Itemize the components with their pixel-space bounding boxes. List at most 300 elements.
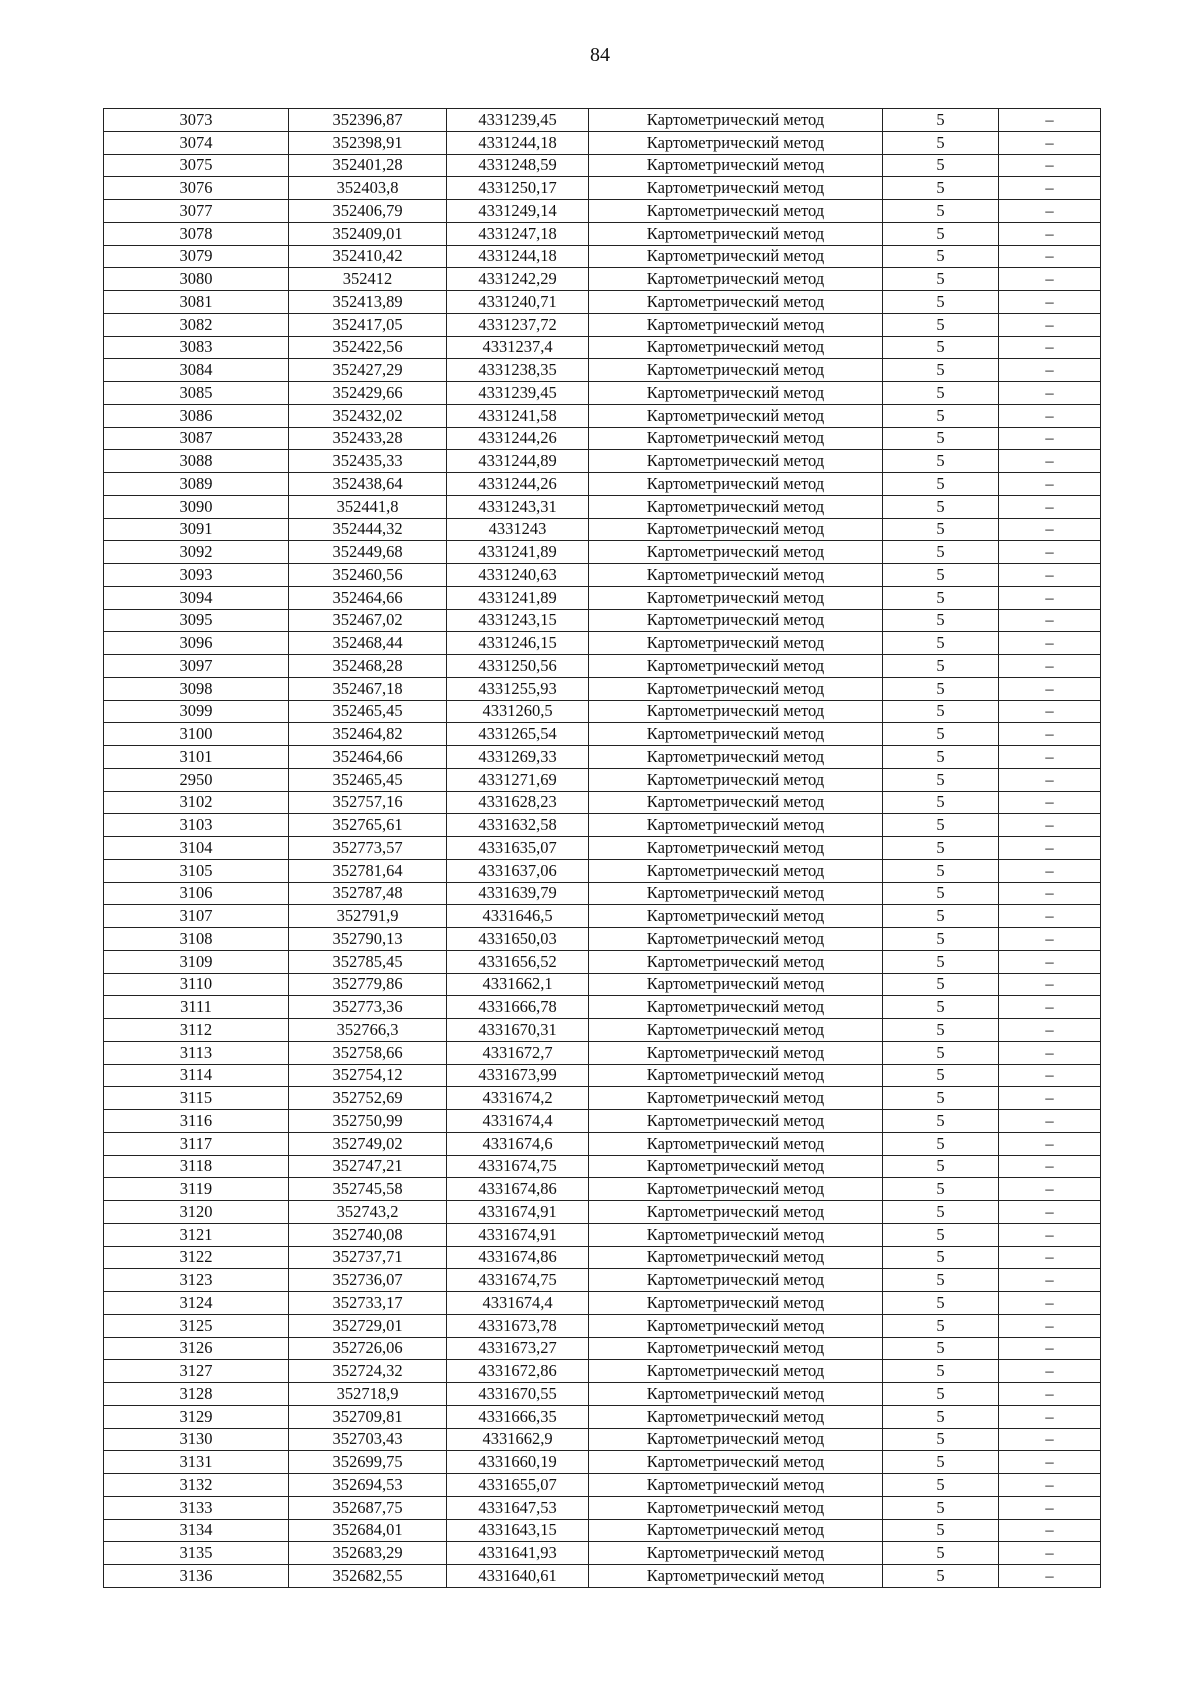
y-coordinate-cell: 4331674,86 — [447, 1246, 589, 1269]
point-number-cell: 3116 — [104, 1110, 289, 1133]
description-cell: – — [999, 1064, 1101, 1087]
point-number-cell: 3130 — [104, 1428, 289, 1451]
description-cell: – — [999, 473, 1101, 496]
precision-cell: 5 — [883, 245, 999, 268]
table-row — [104, 473, 1101, 496]
method-cell: Картометрический метод — [589, 1064, 883, 1087]
point-number-cell: 3078 — [104, 222, 289, 245]
description-cell: – — [999, 268, 1101, 291]
x-coordinate-cell: 352747,21 — [289, 1155, 447, 1178]
description-cell: – — [999, 404, 1101, 427]
table-row — [104, 450, 1101, 473]
method-cell: Картометрический метод — [589, 291, 883, 314]
method-cell: Картометрический метод — [589, 837, 883, 860]
precision-cell: 5 — [883, 1201, 999, 1224]
point-number-cell: 3115 — [104, 1087, 289, 1110]
point-number-cell: 3088 — [104, 450, 289, 473]
method-cell: Картометрический метод — [589, 632, 883, 655]
precision-cell: 5 — [883, 473, 999, 496]
y-coordinate-cell: 4331239,45 — [447, 382, 589, 405]
point-number-cell: 3127 — [104, 1360, 289, 1383]
table-row — [104, 245, 1101, 268]
table-row — [104, 1360, 1101, 1383]
x-coordinate-cell: 352683,29 — [289, 1542, 447, 1565]
precision-cell: 5 — [883, 723, 999, 746]
point-number-cell: 3132 — [104, 1474, 289, 1497]
table-row — [104, 359, 1101, 382]
table-row — [104, 177, 1101, 200]
y-coordinate-cell: 4331646,5 — [447, 905, 589, 928]
precision-cell: 5 — [883, 268, 999, 291]
point-number-cell: 3099 — [104, 700, 289, 723]
x-coordinate-cell: 352750,99 — [289, 1110, 447, 1133]
method-cell: Картометрический метод — [589, 518, 883, 541]
y-coordinate-cell: 4331673,78 — [447, 1314, 589, 1337]
method-cell: Картометрический метод — [589, 1337, 883, 1360]
point-number-cell: 3092 — [104, 541, 289, 564]
method-cell: Картометрический метод — [589, 359, 883, 382]
method-cell: Картометрический метод — [589, 996, 883, 1019]
table-row — [104, 382, 1101, 405]
table-row — [104, 1428, 1101, 1451]
point-number-cell: 3076 — [104, 177, 289, 200]
description-cell: – — [999, 996, 1101, 1019]
x-coordinate-cell: 352733,17 — [289, 1292, 447, 1315]
table-row — [104, 1223, 1101, 1246]
table-row — [104, 1565, 1101, 1588]
x-coordinate-cell: 352682,55 — [289, 1565, 447, 1588]
description-cell: – — [999, 928, 1101, 951]
y-coordinate-cell: 4331674,91 — [447, 1223, 589, 1246]
point-number-cell: 3085 — [104, 382, 289, 405]
method-cell: Картометрический метод — [589, 814, 883, 837]
x-coordinate-cell: 352438,64 — [289, 473, 447, 496]
y-coordinate-cell: 4331243,31 — [447, 495, 589, 518]
precision-cell: 5 — [883, 131, 999, 154]
description-cell: – — [999, 336, 1101, 359]
y-coordinate-cell: 4331670,55 — [447, 1383, 589, 1406]
point-number-cell: 3103 — [104, 814, 289, 837]
table-row — [104, 313, 1101, 336]
x-coordinate-cell: 352699,75 — [289, 1451, 447, 1474]
precision-cell: 5 — [883, 768, 999, 791]
point-number-cell: 3104 — [104, 837, 289, 860]
precision-cell: 5 — [883, 1292, 999, 1315]
description-cell: – — [999, 1178, 1101, 1201]
x-coordinate-cell: 352737,71 — [289, 1246, 447, 1269]
table-row — [104, 1201, 1101, 1224]
y-coordinate-cell: 4331241,58 — [447, 404, 589, 427]
x-coordinate-cell: 352757,16 — [289, 791, 447, 814]
x-coordinate-cell: 352441,8 — [289, 495, 447, 518]
point-number-cell: 3102 — [104, 791, 289, 814]
point-number-cell: 3105 — [104, 859, 289, 882]
point-number-cell: 3135 — [104, 1542, 289, 1565]
table-row — [104, 1292, 1101, 1315]
y-coordinate-cell: 4331640,61 — [447, 1565, 589, 1588]
y-coordinate-cell: 4331244,18 — [447, 131, 589, 154]
table-row — [104, 768, 1101, 791]
method-cell: Картометрический метод — [589, 564, 883, 587]
method-cell: Картометрический метод — [589, 1383, 883, 1406]
table-row — [104, 1019, 1101, 1042]
point-number-cell: 3106 — [104, 882, 289, 905]
point-number-cell: 3108 — [104, 928, 289, 951]
y-coordinate-cell: 4331672,86 — [447, 1360, 589, 1383]
point-number-cell: 3077 — [104, 200, 289, 223]
description-cell: – — [999, 882, 1101, 905]
description-cell: – — [999, 1155, 1101, 1178]
method-cell: Картометрический метод — [589, 791, 883, 814]
y-coordinate-cell: 4331244,26 — [447, 427, 589, 450]
precision-cell: 5 — [883, 882, 999, 905]
point-number-cell: 3083 — [104, 336, 289, 359]
method-cell: Картометрический метод — [589, 495, 883, 518]
description-cell: – — [999, 655, 1101, 678]
y-coordinate-cell: 4331247,18 — [447, 222, 589, 245]
x-coordinate-cell: 352403,8 — [289, 177, 447, 200]
point-number-cell: 3113 — [104, 1041, 289, 1064]
method-cell: Картометрический метод — [589, 1519, 883, 1542]
method-cell: Картометрический метод — [589, 609, 883, 632]
y-coordinate-cell: 4331250,17 — [447, 177, 589, 200]
table-row — [104, 495, 1101, 518]
point-number-cell: 3119 — [104, 1178, 289, 1201]
precision-cell: 5 — [883, 427, 999, 450]
method-cell: Картометрический метод — [589, 336, 883, 359]
table-row — [104, 291, 1101, 314]
description-cell: – — [999, 1246, 1101, 1269]
y-coordinate-cell: 4331674,91 — [447, 1201, 589, 1224]
precision-cell: 5 — [883, 1041, 999, 1064]
method-cell: Картометрический метод — [589, 222, 883, 245]
precision-cell: 5 — [883, 1474, 999, 1497]
description-cell: – — [999, 222, 1101, 245]
point-number-cell: 3122 — [104, 1246, 289, 1269]
method-cell: Картометрический метод — [589, 1019, 883, 1042]
y-coordinate-cell: 4331243 — [447, 518, 589, 541]
point-number-cell: 3118 — [104, 1155, 289, 1178]
point-number-cell: 3089 — [104, 473, 289, 496]
precision-cell: 5 — [883, 905, 999, 928]
precision-cell: 5 — [883, 1155, 999, 1178]
y-coordinate-cell: 4331673,99 — [447, 1064, 589, 1087]
method-cell: Картометрический метод — [589, 109, 883, 132]
method-cell: Картометрический метод — [589, 268, 883, 291]
x-coordinate-cell: 352464,82 — [289, 723, 447, 746]
description-cell: – — [999, 768, 1101, 791]
point-number-cell: 3126 — [104, 1337, 289, 1360]
x-coordinate-cell: 352791,9 — [289, 905, 447, 928]
point-number-cell: 3128 — [104, 1383, 289, 1406]
point-number-cell: 3093 — [104, 564, 289, 587]
method-cell: Картометрический метод — [589, 1269, 883, 1292]
x-coordinate-cell: 352754,12 — [289, 1064, 447, 1087]
x-coordinate-cell: 352781,64 — [289, 859, 447, 882]
point-number-cell: 3073 — [104, 109, 289, 132]
method-cell: Картометрический метод — [589, 1428, 883, 1451]
description-cell: – — [999, 677, 1101, 700]
x-coordinate-cell: 352429,66 — [289, 382, 447, 405]
table-row — [104, 541, 1101, 564]
precision-cell: 5 — [883, 336, 999, 359]
precision-cell: 5 — [883, 1451, 999, 1474]
point-number-cell: 3101 — [104, 746, 289, 769]
table-row — [104, 1132, 1101, 1155]
table-row — [104, 200, 1101, 223]
x-coordinate-cell: 352765,61 — [289, 814, 447, 837]
y-coordinate-cell: 4331674,4 — [447, 1110, 589, 1133]
x-coordinate-cell: 352409,01 — [289, 222, 447, 245]
precision-cell: 5 — [883, 1110, 999, 1133]
table-row — [104, 1087, 1101, 1110]
point-number-cell: 3134 — [104, 1519, 289, 1542]
description-cell: – — [999, 313, 1101, 336]
precision-cell: 5 — [883, 382, 999, 405]
description-cell: – — [999, 245, 1101, 268]
table-row — [104, 564, 1101, 587]
method-cell: Картометрический метод — [589, 1474, 883, 1497]
x-coordinate-cell: 352427,29 — [289, 359, 447, 382]
x-coordinate-cell: 352773,57 — [289, 837, 447, 860]
method-cell: Картометрический метод — [589, 541, 883, 564]
point-number-cell: 3114 — [104, 1064, 289, 1087]
x-coordinate-cell: 352752,69 — [289, 1087, 447, 1110]
method-cell: Картометрический метод — [589, 177, 883, 200]
precision-cell: 5 — [883, 1337, 999, 1360]
table-row — [104, 336, 1101, 359]
method-cell: Картометрический метод — [589, 677, 883, 700]
coordinates-table — [103, 108, 1101, 1588]
precision-cell: 5 — [883, 791, 999, 814]
precision-cell: 5 — [883, 1223, 999, 1246]
x-coordinate-cell: 352718,9 — [289, 1383, 447, 1406]
precision-cell: 5 — [883, 200, 999, 223]
method-cell: Картометрический метод — [589, 404, 883, 427]
y-coordinate-cell: 4331260,5 — [447, 700, 589, 723]
x-coordinate-cell: 352401,28 — [289, 154, 447, 177]
x-coordinate-cell: 352694,53 — [289, 1474, 447, 1497]
y-coordinate-cell: 4331240,63 — [447, 564, 589, 587]
x-coordinate-cell: 352417,05 — [289, 313, 447, 336]
description-cell: – — [999, 359, 1101, 382]
precision-cell: 5 — [883, 1087, 999, 1110]
point-number-cell: 3081 — [104, 291, 289, 314]
table-row — [104, 1383, 1101, 1406]
precision-cell: 5 — [883, 404, 999, 427]
table-row — [104, 1496, 1101, 1519]
table-row — [104, 1178, 1101, 1201]
x-coordinate-cell: 352412 — [289, 268, 447, 291]
method-cell: Картометрический метод — [589, 1110, 883, 1133]
description-cell: – — [999, 700, 1101, 723]
description-cell: – — [999, 1041, 1101, 1064]
method-cell: Картометрический метод — [589, 905, 883, 928]
point-number-cell: 3087 — [104, 427, 289, 450]
y-coordinate-cell: 4331237,4 — [447, 336, 589, 359]
table-row — [104, 518, 1101, 541]
method-cell: Картометрический метод — [589, 1178, 883, 1201]
method-cell: Картометрический метод — [589, 131, 883, 154]
method-cell: Картометрический метод — [589, 1246, 883, 1269]
x-coordinate-cell: 352468,44 — [289, 632, 447, 655]
precision-cell: 5 — [883, 859, 999, 882]
description-cell: – — [999, 1542, 1101, 1565]
method-cell: Картометрический метод — [589, 882, 883, 905]
y-coordinate-cell: 4331662,1 — [447, 973, 589, 996]
precision-cell: 5 — [883, 928, 999, 951]
method-cell: Картометрический метод — [589, 723, 883, 746]
method-cell: Картометрический метод — [589, 1451, 883, 1474]
table-row — [104, 723, 1101, 746]
table-row — [104, 1269, 1101, 1292]
point-number-cell: 3084 — [104, 359, 289, 382]
method-cell: Картометрический метод — [589, 973, 883, 996]
page-number: 84 — [590, 44, 610, 66]
method-cell: Картометрический метод — [589, 768, 883, 791]
precision-cell: 5 — [883, 677, 999, 700]
x-coordinate-cell: 352773,36 — [289, 996, 447, 1019]
precision-cell: 5 — [883, 1405, 999, 1428]
method-cell: Картометрический метод — [589, 427, 883, 450]
table-row — [104, 154, 1101, 177]
method-cell: Картометрический метод — [589, 1041, 883, 1064]
point-number-cell: 3111 — [104, 996, 289, 1019]
x-coordinate-cell: 352468,28 — [289, 655, 447, 678]
x-coordinate-cell: 352740,08 — [289, 1223, 447, 1246]
y-coordinate-cell: 4331242,29 — [447, 268, 589, 291]
table-row — [104, 996, 1101, 1019]
table-row — [104, 1246, 1101, 1269]
x-coordinate-cell: 352785,45 — [289, 950, 447, 973]
table-row — [104, 1314, 1101, 1337]
method-cell: Картометрический метод — [589, 313, 883, 336]
y-coordinate-cell: 4331666,78 — [447, 996, 589, 1019]
table-row — [104, 677, 1101, 700]
method-cell: Картометрический метод — [589, 1087, 883, 1110]
y-coordinate-cell: 4331243,15 — [447, 609, 589, 632]
point-number-cell: 3086 — [104, 404, 289, 427]
method-cell: Картометрический метод — [589, 1155, 883, 1178]
x-coordinate-cell: 352398,91 — [289, 131, 447, 154]
x-coordinate-cell: 352790,13 — [289, 928, 447, 951]
x-coordinate-cell: 352743,2 — [289, 1201, 447, 1224]
precision-cell: 5 — [883, 1314, 999, 1337]
table-row — [104, 859, 1101, 882]
y-coordinate-cell: 4331632,58 — [447, 814, 589, 837]
x-coordinate-cell: 352736,07 — [289, 1269, 447, 1292]
description-cell: – — [999, 1360, 1101, 1383]
method-cell: Картометрический метод — [589, 1292, 883, 1315]
precision-cell: 5 — [883, 291, 999, 314]
description-cell: – — [999, 1496, 1101, 1519]
table-row — [104, 427, 1101, 450]
x-coordinate-cell: 352449,68 — [289, 541, 447, 564]
precision-cell: 5 — [883, 495, 999, 518]
description-cell: – — [999, 609, 1101, 632]
description-cell: – — [999, 1019, 1101, 1042]
point-number-cell: 3100 — [104, 723, 289, 746]
y-coordinate-cell: 4331650,03 — [447, 928, 589, 951]
precision-cell: 5 — [883, 1519, 999, 1542]
precision-cell: 5 — [883, 700, 999, 723]
y-coordinate-cell: 4331674,75 — [447, 1269, 589, 1292]
description-cell: – — [999, 859, 1101, 882]
description-cell: – — [999, 950, 1101, 973]
x-coordinate-cell: 352779,86 — [289, 973, 447, 996]
y-coordinate-cell: 4331674,86 — [447, 1178, 589, 1201]
coordinates-table-body — [104, 109, 1101, 1588]
description-cell: – — [999, 1565, 1101, 1588]
table-row — [104, 109, 1101, 132]
point-number-cell: 3096 — [104, 632, 289, 655]
precision-cell: 5 — [883, 450, 999, 473]
x-coordinate-cell: 352766,3 — [289, 1019, 447, 1042]
description-cell: – — [999, 1474, 1101, 1497]
method-cell: Картометрический метод — [589, 1360, 883, 1383]
description-cell: – — [999, 1314, 1101, 1337]
point-number-cell: 3095 — [104, 609, 289, 632]
precision-cell: 5 — [883, 586, 999, 609]
x-coordinate-cell: 352709,81 — [289, 1405, 447, 1428]
description-cell: – — [999, 905, 1101, 928]
y-coordinate-cell: 4331241,89 — [447, 541, 589, 564]
y-coordinate-cell: 4331674,75 — [447, 1155, 589, 1178]
table-row — [104, 222, 1101, 245]
y-coordinate-cell: 4331246,15 — [447, 632, 589, 655]
table-row — [104, 632, 1101, 655]
precision-cell: 5 — [883, 1019, 999, 1042]
method-cell: Картометрический метод — [589, 382, 883, 405]
point-number-cell: 3124 — [104, 1292, 289, 1315]
method-cell: Картометрический метод — [589, 1496, 883, 1519]
method-cell: Картометрический метод — [589, 1223, 883, 1246]
table-row — [104, 700, 1101, 723]
table-row — [104, 1451, 1101, 1474]
description-cell: – — [999, 586, 1101, 609]
precision-cell: 5 — [883, 1132, 999, 1155]
method-cell: Картометрический метод — [589, 746, 883, 769]
x-coordinate-cell: 352745,58 — [289, 1178, 447, 1201]
description-cell: – — [999, 200, 1101, 223]
point-number-cell: 3094 — [104, 586, 289, 609]
point-number-cell: 3082 — [104, 313, 289, 336]
point-number-cell: 3121 — [104, 1223, 289, 1246]
point-number-cell: 3097 — [104, 655, 289, 678]
y-coordinate-cell: 4331655,07 — [447, 1474, 589, 1497]
y-coordinate-cell: 4331674,4 — [447, 1292, 589, 1315]
precision-cell: 5 — [883, 541, 999, 564]
x-coordinate-cell: 352684,01 — [289, 1519, 447, 1542]
y-coordinate-cell: 4331656,52 — [447, 950, 589, 973]
method-cell: Картометрический метод — [589, 450, 883, 473]
table-row — [104, 268, 1101, 291]
point-number-cell: 3098 — [104, 677, 289, 700]
method-cell: Картометрический метод — [589, 655, 883, 678]
precision-cell: 5 — [883, 109, 999, 132]
description-cell: – — [999, 1223, 1101, 1246]
x-coordinate-cell: 352729,01 — [289, 1314, 447, 1337]
x-coordinate-cell: 352703,43 — [289, 1428, 447, 1451]
x-coordinate-cell: 352460,56 — [289, 564, 447, 587]
y-coordinate-cell: 4331241,89 — [447, 586, 589, 609]
y-coordinate-cell: 4331674,6 — [447, 1132, 589, 1155]
description-cell: – — [999, 154, 1101, 177]
table-row — [104, 746, 1101, 769]
description-cell: – — [999, 973, 1101, 996]
description-cell: – — [999, 1383, 1101, 1406]
table-row — [104, 1405, 1101, 1428]
